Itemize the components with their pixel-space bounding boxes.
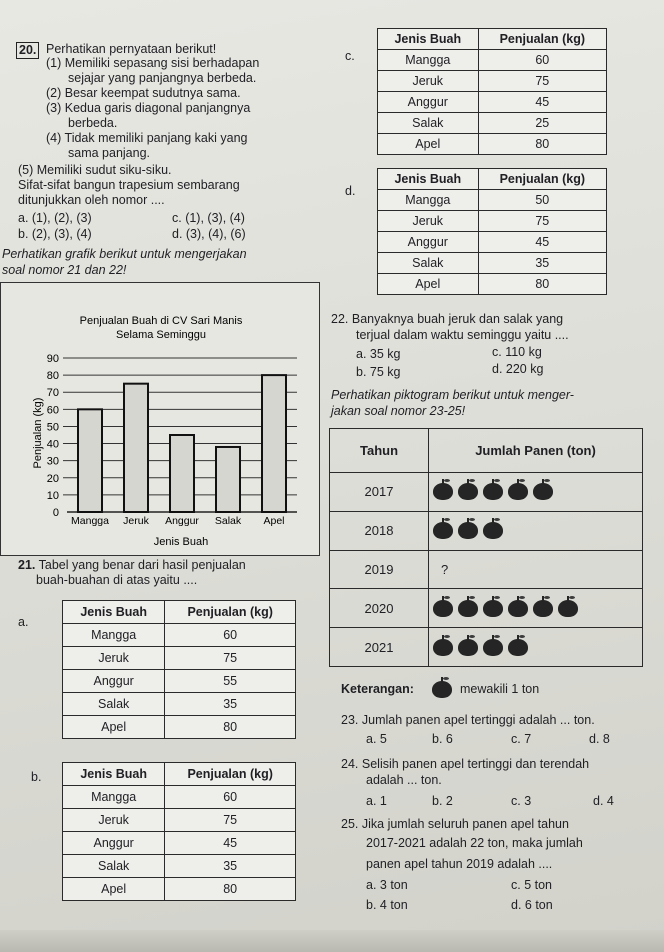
y-tick-label: 0	[52, 507, 59, 519]
fruit-cell: Jeruk	[378, 71, 479, 92]
table-row	[378, 113, 607, 134]
q20-option-d[interactable]: d. (3), (4), (6)	[172, 227, 246, 241]
q25-option-d[interactable]: d. 6 ton	[511, 898, 553, 912]
table-header: Jenis Buah	[63, 601, 165, 624]
legend-label: Keterangan:	[341, 682, 414, 696]
q24-stem-text: Selisih panen apel tertinggi dan terendah	[361, 757, 590, 771]
q20-statement-3b: berbeda.	[68, 116, 118, 130]
table-header: Penjualan (kg)	[478, 29, 606, 50]
fruit-cell: Salak	[378, 253, 479, 274]
pictogram-year: 2017	[330, 473, 429, 512]
y-tick-label: 80	[46, 370, 59, 383]
q20-statement-5: (5) Memiliki sudut siku-siku.	[18, 163, 172, 177]
pictogram-row	[330, 473, 643, 512]
table-row	[63, 809, 296, 832]
q25-number: 25.	[341, 817, 359, 831]
bottom-edge	[0, 930, 664, 952]
bar	[78, 409, 102, 512]
x-tick-label: Jeruk	[123, 515, 149, 527]
apple-icon	[458, 639, 478, 656]
q25-option-a[interactable]: a. 3 ton	[366, 878, 408, 892]
legend-text: mewakili 1 ton	[460, 682, 540, 696]
sales-cell: 60	[165, 786, 296, 809]
q21-option-a-table[interactable]	[62, 600, 296, 739]
pictogram-year: 2021	[330, 628, 429, 667]
q25-stem-1	[341, 817, 569, 832]
x-tick-label: Mangga	[71, 515, 109, 527]
pictogram-amount-header: Jumlah Panen (ton)	[429, 429, 643, 473]
sales-cell: 75	[478, 211, 606, 232]
q22-option-c[interactable]: c. 110 kg	[492, 345, 542, 359]
apple-icon	[483, 483, 503, 500]
q25-option-b[interactable]: b. 4 ton	[366, 898, 408, 912]
table-row	[378, 71, 607, 92]
q25-stem-3: panen apel tahun 2019 adalah ....	[366, 857, 553, 871]
q22-option-d[interactable]: d. 220 kg	[492, 362, 544, 376]
fruit-cell: Salak	[63, 693, 165, 716]
q20-statement-3a: (3) Kedua garis diagonal panjangnya	[46, 101, 251, 115]
pictogram-year: 2020	[330, 589, 429, 628]
x-tick-label: Salak	[214, 515, 242, 527]
fruit-cell: Jeruk	[378, 211, 479, 232]
sales-cell: 50	[478, 190, 606, 211]
q22-option-b[interactable]: b. 75 kg	[356, 365, 401, 379]
chart-intro-2: soal nomor 21 dan 22!	[2, 263, 127, 277]
table-row	[378, 253, 607, 274]
fruit-cell: Mangga	[378, 50, 479, 71]
apple-icon	[458, 483, 478, 500]
apple-icon	[508, 483, 528, 500]
sales-cell: 75	[165, 647, 296, 670]
pictogram-amount	[429, 473, 643, 512]
table-row	[378, 190, 607, 211]
q23-option-b[interactable]: b. 6	[432, 732, 453, 746]
pictogram-year: 2019	[330, 550, 429, 589]
q21-option-a-label[interactable]: a.	[18, 615, 29, 629]
sales-cell: 80	[165, 716, 296, 739]
q24-stem-1	[341, 757, 589, 772]
pictogram-row	[330, 550, 643, 589]
y-axis-label: Penjualan (kg)	[32, 397, 44, 469]
apple-icon	[508, 600, 528, 617]
table-row	[63, 647, 296, 670]
table-row	[63, 624, 296, 647]
q20-question-1: Sifat-sifat bangun trapesium sembarang	[18, 178, 240, 192]
q24-option-c[interactable]: c. 3	[511, 794, 532, 808]
apple-icon	[458, 522, 478, 539]
pictogram-intro-2: jakan soal nomor 23-25!	[331, 404, 466, 418]
fruit-cell: Apel	[378, 274, 479, 295]
q23-option-a[interactable]: a. 5	[366, 732, 387, 746]
fruit-cell: Anggur	[63, 670, 165, 693]
q24-option-a[interactable]: a. 1	[366, 794, 387, 808]
q21-stem-text: Tabel yang benar dari hasil penjualan	[38, 558, 246, 572]
pictogram-row	[330, 628, 643, 667]
pictogram-row	[330, 589, 643, 628]
q22-option-a[interactable]: a. 35 kg	[356, 347, 401, 361]
q23-stem-text: Jumlah panen apel tertinggi adalah ... ton.	[361, 713, 595, 727]
q20-option-c[interactable]: c. (1), (3), (4)	[172, 211, 245, 225]
table-header: Penjualan (kg)	[165, 601, 296, 624]
fruit-cell: Anggur	[63, 832, 165, 855]
q23-number: 23.	[341, 713, 359, 727]
sales-cell: 35	[165, 855, 296, 878]
sales-cell: 45	[165, 832, 296, 855]
q20-number: 20.	[16, 42, 39, 59]
q24-option-d[interactable]: d. 4	[593, 794, 614, 808]
q22-stem-1	[331, 312, 563, 327]
bar	[216, 447, 240, 512]
apple-icon	[483, 522, 503, 539]
sales-cell: 35	[478, 253, 606, 274]
y-tick-label: 50	[46, 421, 59, 434]
q20-option-a[interactable]: a. (1), (2), (3)	[18, 211, 92, 225]
pictogram-year-header: Tahun	[330, 429, 429, 473]
q20-statement-4a: (4) Tidak memiliki panjang kaki yang	[46, 131, 248, 145]
q20-question-2: ditunjukkan oleh nomor ....	[18, 193, 165, 207]
fruit-cell: Mangga	[63, 624, 165, 647]
q21-option-b-table[interactable]	[62, 762, 296, 901]
y-tick-label: 90	[46, 353, 59, 365]
q20-stem: Perhatikan pernyataan berikut!	[46, 42, 217, 56]
fruit-cell: Apel	[378, 134, 479, 155]
table-row	[63, 786, 296, 809]
y-tick-label: 40	[46, 438, 59, 451]
table-row	[63, 693, 296, 716]
apple-icon	[533, 600, 553, 617]
q23-stem	[341, 713, 595, 728]
fruit-cell: Apel	[63, 878, 165, 901]
pictogram-amount	[429, 628, 643, 667]
q21-option-c-table[interactable]	[377, 28, 607, 155]
sales-cell: 80	[478, 274, 606, 295]
pictogram-amount	[429, 511, 643, 550]
q23-option-d[interactable]: d. 8	[589, 732, 610, 746]
sales-cell: 80	[478, 134, 606, 155]
sales-cell: 45	[478, 92, 606, 113]
fruit-cell: Anggur	[378, 92, 479, 113]
legend-apple-icon	[432, 681, 452, 698]
bar	[124, 384, 148, 512]
x-tick-label: Apel	[263, 515, 285, 527]
pictogram-table	[329, 428, 643, 667]
table-header: Penjualan (kg)	[478, 169, 606, 190]
q25-option-c[interactable]: c. 5 ton	[511, 878, 552, 892]
q21-stem-1	[18, 558, 246, 573]
bar	[170, 435, 194, 512]
y-tick-label: 20	[46, 472, 59, 485]
bar-chart-frame	[0, 282, 320, 556]
sales-cell: 35	[165, 693, 296, 716]
sales-cell: 75	[478, 71, 606, 92]
table-header: Jenis Buah	[378, 169, 479, 190]
q20-option-b[interactable]: b. (2), (3), (4)	[18, 227, 92, 241]
apple-icon	[533, 483, 553, 500]
pictogram-amount	[429, 550, 643, 589]
apple-icon	[508, 639, 528, 656]
q20-statement-2: (2) Besar keempat sudutnya sama.	[46, 86, 241, 100]
fruit-cell: Salak	[378, 113, 479, 134]
table-row	[63, 670, 296, 693]
unknown-value: ?	[441, 561, 449, 577]
q24-number: 24.	[341, 757, 359, 771]
q22-stem-2: terjual dalam waktu seminggu yaitu ....	[356, 328, 569, 342]
sales-cell: 55	[165, 670, 296, 693]
q21-option-d-label[interactable]: d.	[345, 184, 356, 198]
apple-icon	[558, 600, 578, 617]
y-tick-label: 60	[46, 404, 59, 417]
table-row	[378, 211, 607, 232]
apple-icon	[433, 522, 453, 539]
q21-option-c-label[interactable]: c.	[345, 49, 355, 63]
q23-option-c[interactable]: c. 7	[511, 732, 532, 746]
table-row	[378, 134, 607, 155]
q20-statement-1b: sejajar yang panjangnya berbeda.	[68, 71, 257, 85]
q20-statement-1a: (1) Memiliki sepasang sisi berhadapan	[46, 56, 260, 70]
sales-cell: 80	[165, 878, 296, 901]
q21-option-b-label[interactable]: b.	[31, 770, 42, 784]
apple-icon	[433, 600, 453, 617]
fruit-cell: Apel	[63, 716, 165, 739]
table-row	[378, 92, 607, 113]
bar-chart	[1, 283, 319, 555]
fruit-cell: Jeruk	[63, 647, 165, 670]
q22-number: 22.	[331, 312, 349, 326]
sales-cell: 60	[478, 50, 606, 71]
y-tick-label: 30	[46, 455, 59, 468]
fruit-cell: Mangga	[378, 190, 479, 211]
y-tick-label: 10	[46, 489, 59, 502]
q22-stem-text: Banyaknya buah jeruk dan salak yang	[351, 312, 564, 326]
table-row	[378, 232, 607, 253]
q20-statement-4b: sama panjang.	[68, 146, 151, 160]
q25-stem-2: 2017-2021 adalah 22 ton, maka jumlah	[366, 836, 583, 850]
chart-title: Penjualan Buah di CV Sari Manis	[79, 315, 243, 327]
apple-icon	[458, 600, 478, 617]
pictogram-year: 2018	[330, 511, 429, 550]
apple-icon	[433, 639, 453, 656]
bar	[262, 375, 286, 512]
q21-stem-2: buah-buahan di atas yaitu ....	[36, 573, 198, 587]
fruit-cell: Jeruk	[63, 809, 165, 832]
table-header: Jenis Buah	[378, 29, 479, 50]
q25-stem-text: Jika jumlah seluruh panen apel tahun	[361, 817, 569, 831]
chart-subtitle: Selama Seminggu	[116, 329, 206, 341]
sales-cell: 60	[165, 624, 296, 647]
table-header: Jenis Buah	[63, 763, 165, 786]
table-row	[63, 832, 296, 855]
sales-cell: 75	[165, 809, 296, 832]
y-tick-label: 70	[46, 387, 59, 400]
table-row	[63, 855, 296, 878]
chart-intro-1: Perhatikan grafik berikut untuk mengerjakan	[2, 247, 247, 261]
q24-option-b[interactable]: b. 2	[432, 794, 453, 808]
pictogram-intro-1: Perhatikan piktogram berikut untuk menger-	[331, 388, 574, 402]
fruit-cell: Mangga	[63, 786, 165, 809]
x-axis-label: Jenis Buah	[153, 536, 209, 548]
table-row	[63, 716, 296, 739]
q21-number: 21.	[18, 558, 36, 572]
apple-icon	[433, 483, 453, 500]
table-row	[378, 50, 607, 71]
sales-cell: 45	[478, 232, 606, 253]
q21-option-d-table[interactable]	[377, 168, 607, 295]
fruit-cell: Anggur	[378, 232, 479, 253]
pictogram-row	[330, 511, 643, 550]
table-row	[63, 878, 296, 901]
table-row	[378, 274, 607, 295]
x-tick-label: Anggur	[165, 515, 199, 527]
apple-icon	[483, 639, 503, 656]
fruit-cell: Salak	[63, 855, 165, 878]
apple-icon	[483, 600, 503, 617]
table-header: Penjualan (kg)	[165, 763, 296, 786]
q24-stem-2: adalah ... ton.	[366, 773, 442, 787]
sales-cell: 25	[478, 113, 606, 134]
pictogram-amount	[429, 589, 643, 628]
